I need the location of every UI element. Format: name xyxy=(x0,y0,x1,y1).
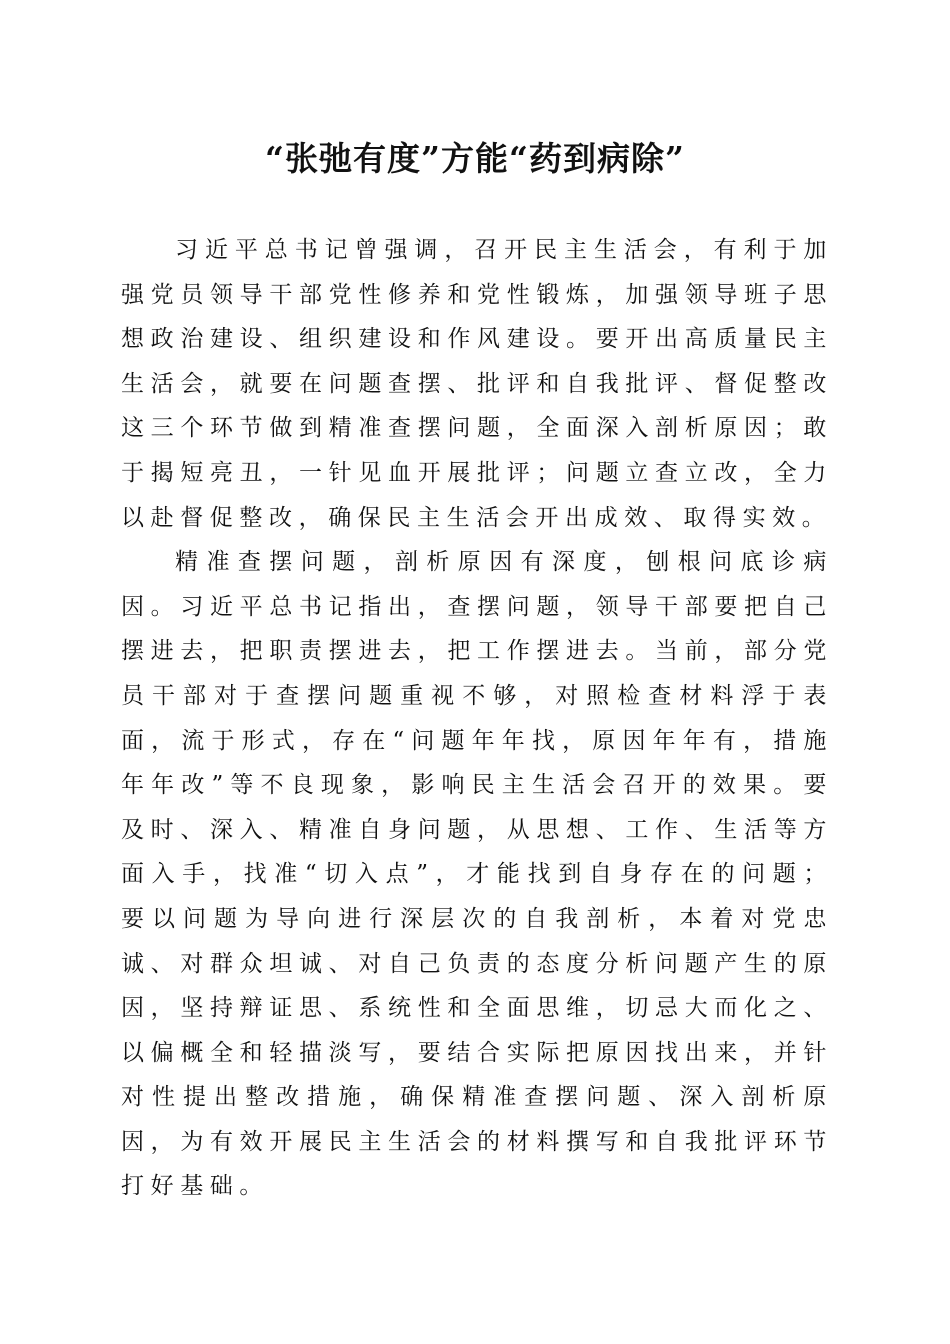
paragraph-1: 习近平总书记曾强调，召开民主生活会，有利于加强党员领导干部党性修养和党性锻炼，加强领导班子思想政治建设、组织建设和作风建设。要开出高质量民主生活会，就要在问题查摆、批评和自我批评、督促整改这三个环节做到精准查摆问题，全面深入剖析原因；敢于揭短亮丑，一针见血开展批评；问题立查立改，全力以赴督促整改，确保民主生活会开出成效、取得实效。 xyxy=(121,237,833,531)
document-title: “张弛有度”方能“药到病除” xyxy=(265,139,685,178)
paragraph-2: 精准查摆问题，剖析原因有深度，刨根问底诊病因。习近平总书记指出，查摆问题，领导干部要把自己摆进去，把职责摆进去，把工作摆进去。当前，部分党员干部对于查摆问题重视不够，对照检查材料浮于表面，流于形式，存在“问题年年找，原因年年有，措施年年改”等不良现象，影响民主生活会召开的效果。要及时、深入、精准自身问题，从思想、工作、生活等方面入手，找准“切入点”，才能找到自身存在的问题；要以问题为导向进行深层次的自我剖析，本着对党忠诚、对群众坦诚、对自己负责的态度分析问题产生的原因，坚持辩证思、系统性和全面思维，切忌大而化之、以偏概全和轻描淡写，要结合实际把原因找出来，并针对性提出整改措施，确保精准查摆问题、深入剖析原因，为有效开展民主生活会的材料撰写和自我批评环节打好基础。 xyxy=(121,549,833,1200)
document-body xyxy=(121,228,833,1209)
